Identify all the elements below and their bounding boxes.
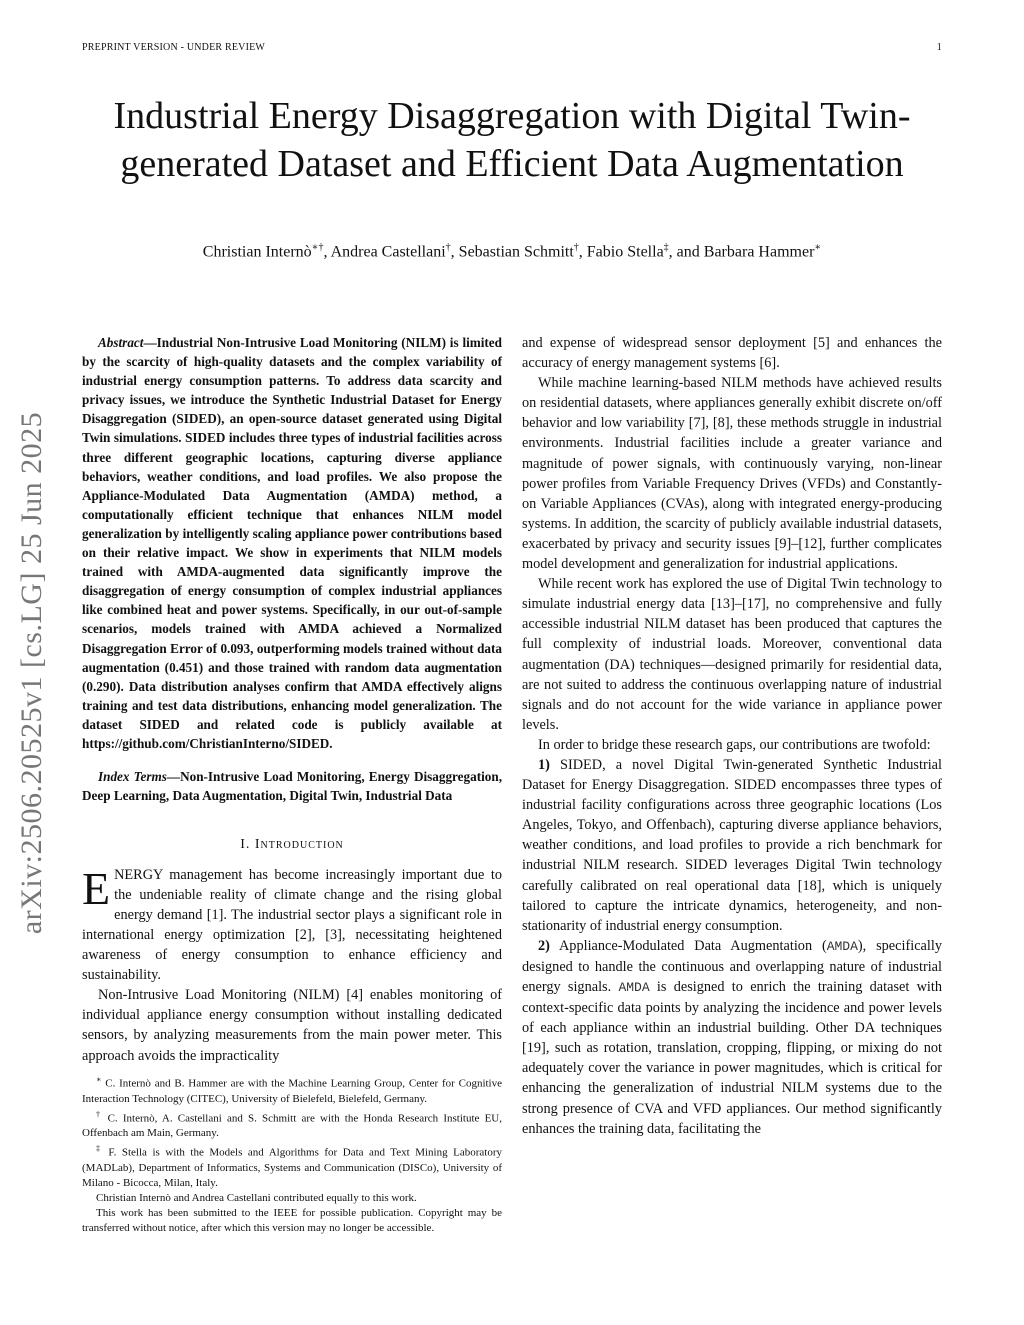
author-mark: ‡ bbox=[663, 242, 669, 253]
contribution-item bbox=[522, 755, 942, 936]
body-paragraph: While machine learning-based NILM methods have achieved results on residential datasets, where appliances generally exhibit discrete on/off behavior and low variability [7], [8], these methods struggle in industrial environments. Industrial facilities include a greater variance and magnitude of power signals, with continuously varying, non-linear power profiles from Variable Frequency Drives (VFDs) and Constantly-on Variable Appliances (CVAs), along with integrated energy-producing systems. In addition, the scarcity of publicly available industrial datasets, exacerbated by privacy and security issues [9]–[12], further complicates model development and generalization for industrial applications. bbox=[522, 375, 942, 573]
footnotes bbox=[82, 1072, 502, 1236]
footnote: ∗ C. Internò and B. Hammer are with the Machine Learning Group, Center for Cognitive Interaction Technology (CITEC), University of Bielefeld, Bielefeld, Germany. bbox=[82, 1075, 502, 1105]
abstract-text: —Industrial Non-Intrusive Load Monitoring (NILM) is limited by the scarcity of high-quality datasets and the complex variability of industrial energy consumption patterns. To address data scarcity and privacy issues, we introduce the Synthetic Industrial Dataset for Energy Disaggregation (SIDED), an open-source dataset generated using Digital Twin simulations. SIDED includes three types of industrial facilities across three different geographic locations, capturing diverse appliance behaviors, weather conditions, and load profiles. We also propose the Appliance-Modulated Data Augmentation (AMDA) method, a computationally efficient technique that enhances NILM model generalization by intelligently scaling appliance power contributions based on their relative impact. We show in experiments that NILM models trained with AMDA-augmented data significantly improve the disaggregation of energy consumption of complex industrial appliances like combined heat and power systems. Specifically, in our out-of-sample scenarios, models trained with AMDA achieved a Normalized Disaggregation Error of 0.093, outperforming models trained without data augmentation (0.451) and those trained with random data augmentation (0.290). Data distribution analyses confirm that AMDA effectively aligns training and test data distributions, enhancing model generalization. The dataset SIDED and related code is publicly available at https://github.com/ChristianInterno/SIDED. bbox=[82, 335, 502, 751]
index-terms-text: —Non-Intrusive Load Monitoring, Energy Disaggregation, Deep Learning, Data Augmentation, Digital Twin, Industrial Data bbox=[82, 769, 502, 804]
intro-paragraph bbox=[82, 862, 502, 986]
footnote: † C. Internò, A. Castellani and S. Schmitt are with the Honda Research Institute EU, Offenbach am Main, Germany. bbox=[82, 1109, 502, 1140]
author-name: Andrea Castellani bbox=[330, 243, 446, 261]
method-code-name: AMDA bbox=[618, 980, 650, 995]
right-column bbox=[522, 333, 942, 1139]
footnote: ‡ F. Stella is with the Models and Algorithms for Data and Text Mining Laboratory (MADLab), Department of Informatics, Systems and Communication (DISCo), University of Milano - Bicocca, Milan, Italy. bbox=[82, 1144, 503, 1189]
page-number: 1 bbox=[936, 42, 942, 53]
body-paragraph: In order to bridge these research gaps, our contributions are twofold: bbox=[538, 736, 931, 753]
author-name: Sebastian Schmitt bbox=[458, 243, 574, 261]
abstract-label: Abstract bbox=[98, 335, 144, 350]
author-mark: † bbox=[445, 242, 451, 253]
drop-cap: E bbox=[82, 862, 111, 914]
contribution-number: 2) bbox=[538, 937, 550, 954]
contribution-item: 2) Appliance-Modulated Data Augmentation (AMDA), specifically designed to handle the continuous and overlapping nature of industrial energy signals. AMDA is designed to enrich the training dataset with context-specific data points by analyzing the incidence and power levels of each appliance within an industrial building. Other DA techniques [19], such as rotation, translation, cropping, flipping, or mixing do not adequately cover the variance in power magnitudes, which is critical for enhancing the generalization of industrial NILM systems due to the strong presence of CVA and VFD appliances. Our method significantly enhances the training data, facilitating the bbox=[522, 937, 942, 1137]
arxiv-identifier-text: arXiv:2506.20525v1 [cs.LG] 25 Jun 2025 bbox=[15, 411, 48, 935]
intro-paragraph: Non-Intrusive Load Monitoring (NILM) [4] enables monitoring of individual appliance energy consumption without installing dedicated sensors, by analyzing measurements from the main power meter. This approach avoids the impracticality bbox=[82, 987, 502, 1064]
contribution-number: 1) bbox=[538, 756, 550, 773]
author-mark: † bbox=[573, 242, 579, 253]
author-name: Barbara Hammer bbox=[703, 243, 815, 261]
author-name: Christian Internò bbox=[202, 243, 312, 261]
paper-title: Industrial Energy Disaggregation with Digital Twin-generated Dataset and Efficient Data Augmentation bbox=[113, 95, 911, 185]
running-head bbox=[82, 42, 942, 53]
index-terms-label: Index Terms bbox=[98, 769, 167, 785]
abstract bbox=[82, 333, 502, 753]
running-head-left: PREPRINT VERSION - UNDER REVIEW bbox=[82, 42, 266, 53]
author-name: Fabio Stella bbox=[586, 243, 664, 261]
author-mark: ∗ bbox=[814, 242, 822, 253]
footnote: This work has been submitted to the IEEE for possible publication. Copyright may be transferred without notice, after which this version may no longer be accessible. bbox=[82, 1206, 502, 1234]
intro-paragraph-text: NERGY management has become increasingly important due to the undeniable reality of climate change and the rising global energy demand [1]. The industrial sector plays a significant role in international energy optimization [2], [3], necessitating heightened awareness of energy consumption to enhance efficiency and sustainability. bbox=[82, 866, 502, 984]
method-code-name: AMDA bbox=[826, 938, 858, 954]
author-list: Christian Internò∗†, Andrea Castellani†, Sebastian Schmitt†, Fabio Stella‡, and Barbara Hammer∗ bbox=[202, 242, 822, 261]
author-mark: ∗† bbox=[311, 242, 324, 253]
contribution-text: SIDED, a novel Digital Twin-generated Synthetic Industrial Dataset for Energy Disaggregation. SIDED encompasses three types of industrial facility configurations across three geographic locations (Los Angeles, Tokyo, and Offenbach), capturing diverse appliance behaviors, weather conditions, and load profiles to provide a rich benchmark for industrial NILM research. SIDED leverages Digital Twin technology carefully calibrated on real operational data [18], which is uniquely tailored to capture the intricate dynamics, heterogeneity, and non-stationarity of industrial energy consumption. bbox=[522, 756, 942, 934]
body-paragraph: While recent work has explored the use of Digital Twin technology to simulate industrial energy data [13]–[17], no comprehensive and fully accessible industrial NILM dataset has been produced that captures the full complexity of industrial loads. Moreover, conventional data augmentation (DA) techniques—designed primarily for residential data, are not suited to address the continuous overlapping nature of industrial signals and do not account for the wide variance in appliance power levels. bbox=[522, 576, 942, 733]
index-terms bbox=[82, 767, 502, 805]
arxiv-identifier bbox=[4, 373, 60, 973]
body-paragraph: and expense of widespread sensor deployment [5] and enhances the accuracy of energy management systems [6]. bbox=[522, 335, 942, 372]
section-heading: I. Introduction bbox=[240, 837, 344, 853]
left-column bbox=[82, 333, 502, 1066]
footnote: Christian Internò and Andrea Castellani contributed equally to this work. bbox=[96, 1191, 417, 1204]
